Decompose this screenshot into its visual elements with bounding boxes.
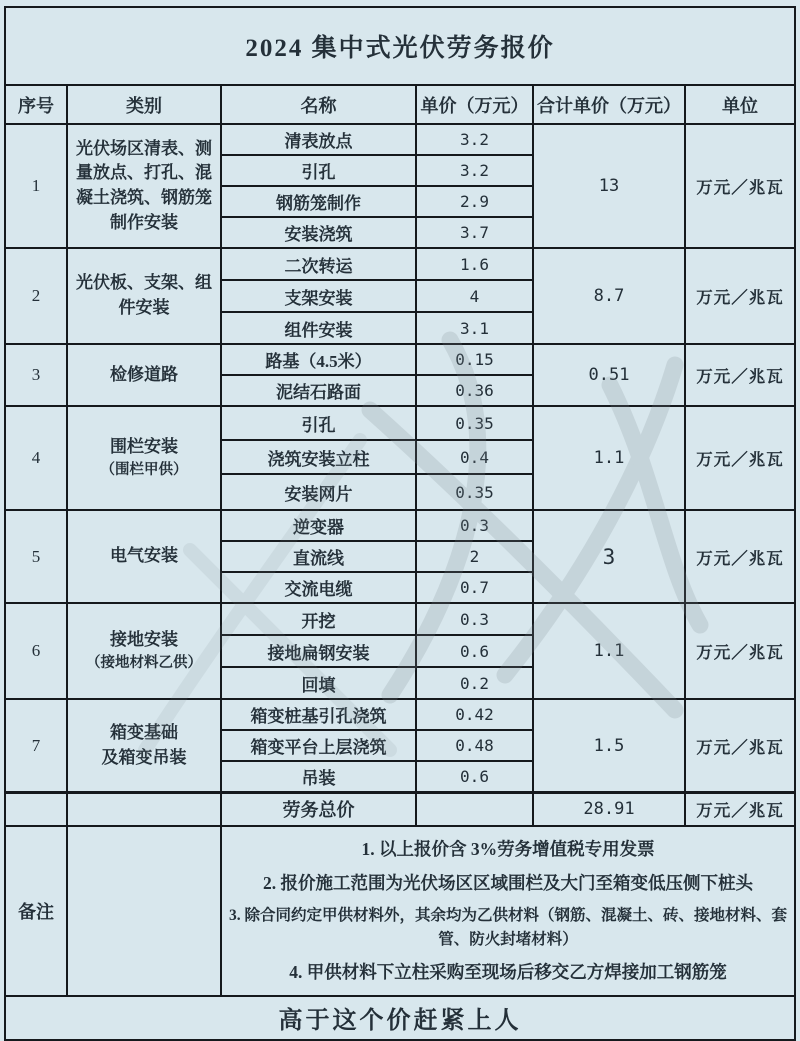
item-name-cell: 清表放点 [221,124,416,155]
section-index: 5 [5,510,67,603]
unit-price-cell: 3.7 [416,217,533,248]
category-main: 接地安装 [110,630,178,650]
unit-cell: 万元／兆瓦 [685,406,795,510]
column-header-name: 名称 [221,85,416,124]
remark-item: 3. 除合同约定甲供材料外，其余均为乙供材料（钢筋、混凝土、砖、接地材料、套管、防火封堵材料） [229,906,788,948]
item-name-cell: 吊装 [221,761,416,793]
category-cell [67,406,221,510]
unit-price-cell: 0.3 [416,603,533,635]
grand-total-label: 劳务总价 [221,793,416,826]
category-cell: 电气安装 [67,510,221,603]
item-name-cell: 交流电缆 [221,572,416,603]
item-name-cell: 开挖 [221,603,416,635]
unit-cell: 万元／兆瓦 [685,699,795,793]
item-name-cell: 组件安装 [221,312,416,344]
remark-item: 4. 甲供材料下立柱采购至现场后移交乙方焊接加工钢筋笼 [289,961,727,982]
unit-price-cell: 0.6 [416,761,533,793]
unit-cell: 万元／兆瓦 [685,603,795,699]
table-row [5,699,795,730]
unit-cell: 万元／兆瓦 [685,510,795,603]
remark-item: 1. 以上报价含 3%劳务增值税专用发票 [361,838,655,859]
grand-total-unit: 万元／兆瓦 [685,793,795,826]
column-header-unit: 单位 [685,85,795,124]
unit-price-cell: 3.2 [416,155,533,186]
total-price-cell: 0.51 [533,344,685,406]
unit-price-cell: 2 [416,541,533,572]
empty-cell [416,793,533,826]
category-main: 箱变基础 [110,722,178,742]
category-cell [67,603,221,699]
item-name-cell: 直流线 [221,541,416,572]
item-name-cell: 安装浇筑 [221,217,416,248]
category-sub: （接地材料乙供） [86,654,202,671]
item-name-cell: 箱变桩基引孔浇筑 [221,699,416,730]
category-main: 围栏安装 [110,437,178,457]
section-index: 4 [5,406,67,510]
category-sub: 及箱变吊装 [101,747,187,767]
remarks-row [5,826,795,996]
section-index: 3 [5,344,67,406]
unit-price-cell: 0.48 [416,730,533,761]
item-name-cell: 支架安装 [221,280,416,312]
unit-price-cell: 3.1 [416,312,533,344]
empty-cell [5,793,67,826]
section-index: 1 [5,124,67,248]
section-index: 2 [5,248,67,344]
total-price-cell: 1.1 [533,406,685,510]
unit-price-cell: 2.9 [416,186,533,217]
empty-cell [67,793,221,826]
table-row [5,406,795,440]
item-name-cell: 二次转运 [221,248,416,280]
unit-price-cell: 3.2 [416,124,533,155]
item-name-cell: 引孔 [221,155,416,186]
remarks-body [221,826,795,996]
item-name-cell: 浇筑安装立柱 [221,440,416,474]
unit-price-cell: 0.6 [416,635,533,667]
category-cell: 光伏板、支架、组件安装 [67,248,221,344]
quotation-sheet [4,6,794,1035]
unit-price-cell: 0.3 [416,510,533,541]
unit-price-cell: 0.36 [416,375,533,406]
table-row [5,248,795,280]
unit-cell: 万元／兆瓦 [685,344,795,406]
item-name-cell: 接地扁钢安装 [221,635,416,667]
unit-price-cell: 0.2 [416,667,533,699]
total-price-cell: 1.1 [533,603,685,699]
table-row [5,344,795,375]
footer-row [5,996,795,1040]
table-row [5,510,795,541]
item-name-cell: 泥结石路面 [221,375,416,406]
table-row [5,603,795,635]
remarks-label: 备注 [5,826,67,996]
table-header-row [5,85,795,124]
item-name-cell: 安装网片 [221,474,416,510]
unit-price-cell: 0.7 [416,572,533,603]
unit-cell: 万元／兆瓦 [685,124,795,248]
category-sub: （围栏甲供） [100,461,188,478]
remark-item: 2. 报价施工范围为光伏场区区域围栏及大门至箱变低压侧下桩头 [263,872,754,893]
category-cell [67,699,221,793]
category-cell: 光伏场区清表、测量放点、打孔、混凝土浇筑、钢筋笼制作安装 [67,124,221,248]
unit-price-cell: 0.35 [416,406,533,440]
item-name-cell: 逆变器 [221,510,416,541]
grand-total-value: 28.91 [533,793,685,826]
unit-price-cell: 0.4 [416,440,533,474]
item-name-cell: 回填 [221,667,416,699]
unit-price-cell: 0.15 [416,344,533,375]
table-row [5,124,795,155]
page-title: 2024 集中式光伏劳务报价 [5,7,795,85]
unit-price-cell: 1.6 [416,248,533,280]
item-name-cell: 引孔 [221,406,416,440]
total-price-cell: 8.7 [533,248,685,344]
total-price-cell: 1.5 [533,699,685,793]
footer-note: 高于这个价赶紧上人 [5,996,795,1040]
column-header-unit-price: 单价（万元） [416,85,533,124]
item-name-cell: 箱变平台上层浇筑 [221,730,416,761]
total-price-cell: 3 [533,510,685,603]
quotation-table [4,6,796,1041]
item-name-cell: 钢筋笼制作 [221,186,416,217]
grand-total-row [5,793,795,826]
unit-price-cell: 0.42 [416,699,533,730]
column-header-category: 类别 [67,85,221,124]
column-header-index: 序号 [5,85,67,124]
remarks-list [226,836,790,986]
section-index: 7 [5,699,67,793]
unit-price-cell: 0.35 [416,474,533,510]
column-header-total-price: 合计单价（万元） [533,85,685,124]
unit-price-cell: 4 [416,280,533,312]
section-index: 6 [5,603,67,699]
item-name-cell: 路基（4.5米） [221,344,416,375]
total-price-cell: 13 [533,124,685,248]
unit-cell: 万元／兆瓦 [685,248,795,344]
category-cell: 检修道路 [67,344,221,406]
empty-cell [67,826,221,996]
